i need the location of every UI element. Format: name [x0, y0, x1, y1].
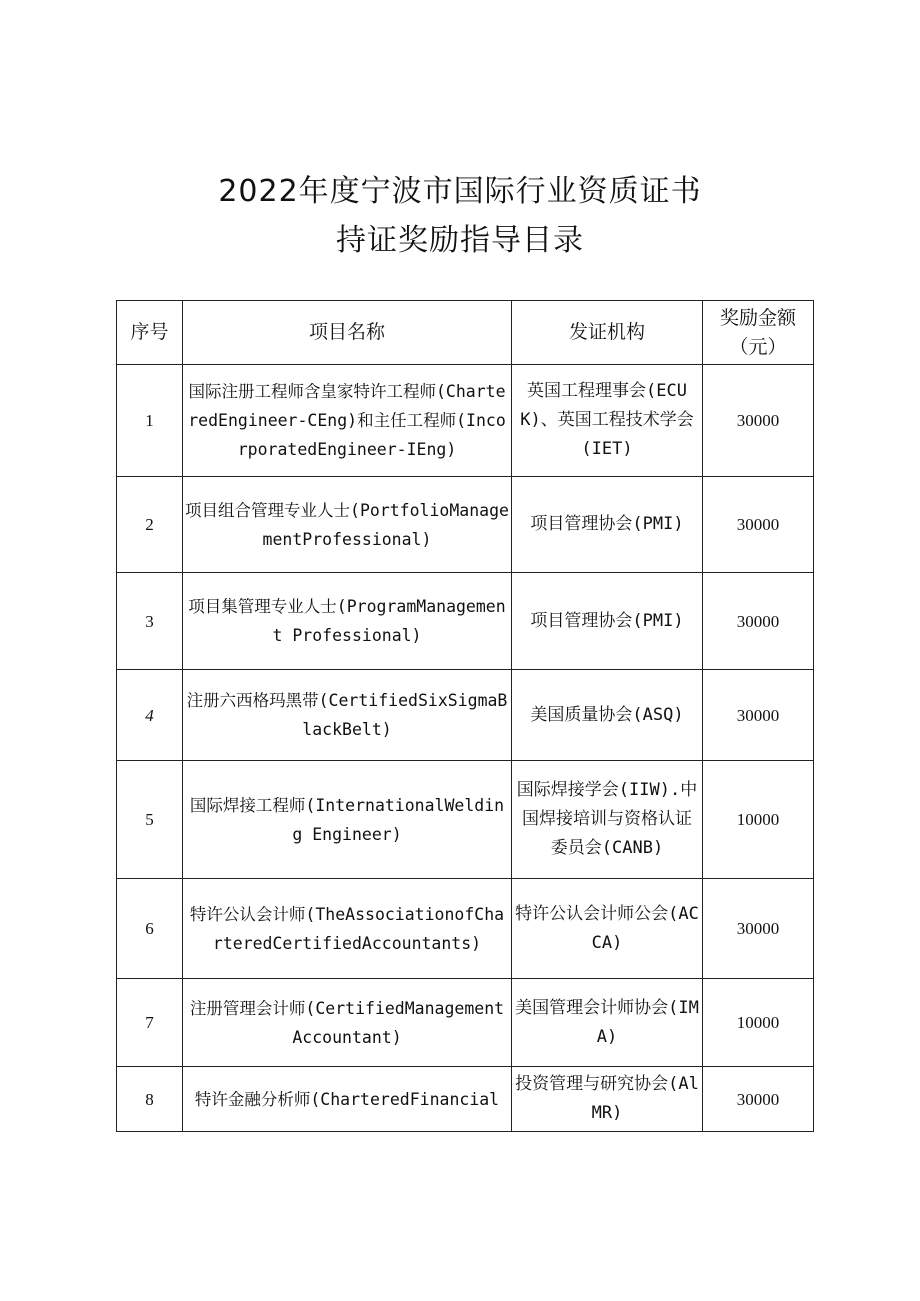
- row-project: 注册管理会计师(CertifiedManagementAccountant): [183, 979, 512, 1067]
- row-issuer: 国际焊接学会(IIW).中国焊接培训与资格认证委员会(CANB): [512, 761, 703, 879]
- row-project: 项目组合管理专业人士(PortfolioManagementProfessional): [183, 477, 512, 573]
- row-award: 30000: [703, 1067, 814, 1132]
- row-issuer: 投资管理与研究协会(AlMR): [512, 1067, 703, 1132]
- row-issuer: 项目管理协会(PMI): [512, 477, 703, 573]
- table-row: [117, 365, 814, 477]
- row-award: 10000: [703, 761, 814, 879]
- row-index: 3: [117, 573, 183, 670]
- row-index: 5: [117, 761, 183, 879]
- row-issuer: 美国管理会计师协会(IMA): [512, 979, 703, 1067]
- header-issuer: 发证机构: [512, 301, 703, 365]
- row-index: 1: [117, 365, 183, 477]
- row-award: 30000: [703, 670, 814, 761]
- row-project: 项目集管理专业人士(ProgramManagement Professional): [183, 573, 512, 670]
- table-row: [117, 477, 814, 573]
- table-row: [117, 670, 814, 761]
- row-project: 特许金融分析师(CharteredFinancial: [183, 1067, 512, 1132]
- table-row: [117, 1067, 814, 1132]
- row-award: 30000: [703, 573, 814, 670]
- table-row: [117, 879, 814, 979]
- row-issuer: 特许公认会计师公会(ACCA): [512, 879, 703, 979]
- row-award: 10000: [703, 979, 814, 1067]
- document-title-line1: 2022年度宁波市国际行业资质证书: [218, 174, 702, 209]
- row-issuer: 美国质量协会(ASQ): [512, 670, 703, 761]
- row-project: 国际注册工程师含皇家特许工程师(CharteredEngineer-CEng)和主任工程师(IncorporatedEngineer-IEng): [183, 365, 512, 477]
- document-title-line2: 持证奖励指导目录: [336, 223, 584, 258]
- award-catalog-table: [116, 300, 814, 1132]
- row-award: 30000: [703, 879, 814, 979]
- header-project: 项目名称: [183, 301, 512, 365]
- row-award: 30000: [703, 477, 814, 573]
- header-award: 奖励金额（元）: [703, 301, 814, 365]
- row-index: 4: [117, 670, 183, 761]
- table-row: [117, 979, 814, 1067]
- table-row: [117, 573, 814, 670]
- row-project: 国际焊接工程师(InternationalWelding Engineer): [183, 761, 512, 879]
- row-index: 8: [117, 1067, 183, 1132]
- row-issuer: 项目管理协会(PMI): [512, 573, 703, 670]
- row-index: 7: [117, 979, 183, 1067]
- row-award: 30000: [703, 365, 814, 477]
- row-project: 特许公认会计师(TheAssociationofCharteredCertifiedAccountants): [183, 879, 512, 979]
- row-issuer: 英国工程理事会(ECUK)、英国工程技术学会(IET): [512, 365, 703, 477]
- table-row: [117, 761, 814, 879]
- header-index: 序号: [117, 301, 183, 365]
- row-index: 6: [117, 879, 183, 979]
- row-index: 2: [117, 477, 183, 573]
- row-project: 注册六西格玛黑带(CertifiedSixSigmaBlackBelt): [183, 670, 512, 761]
- table-header-row: [117, 301, 814, 365]
